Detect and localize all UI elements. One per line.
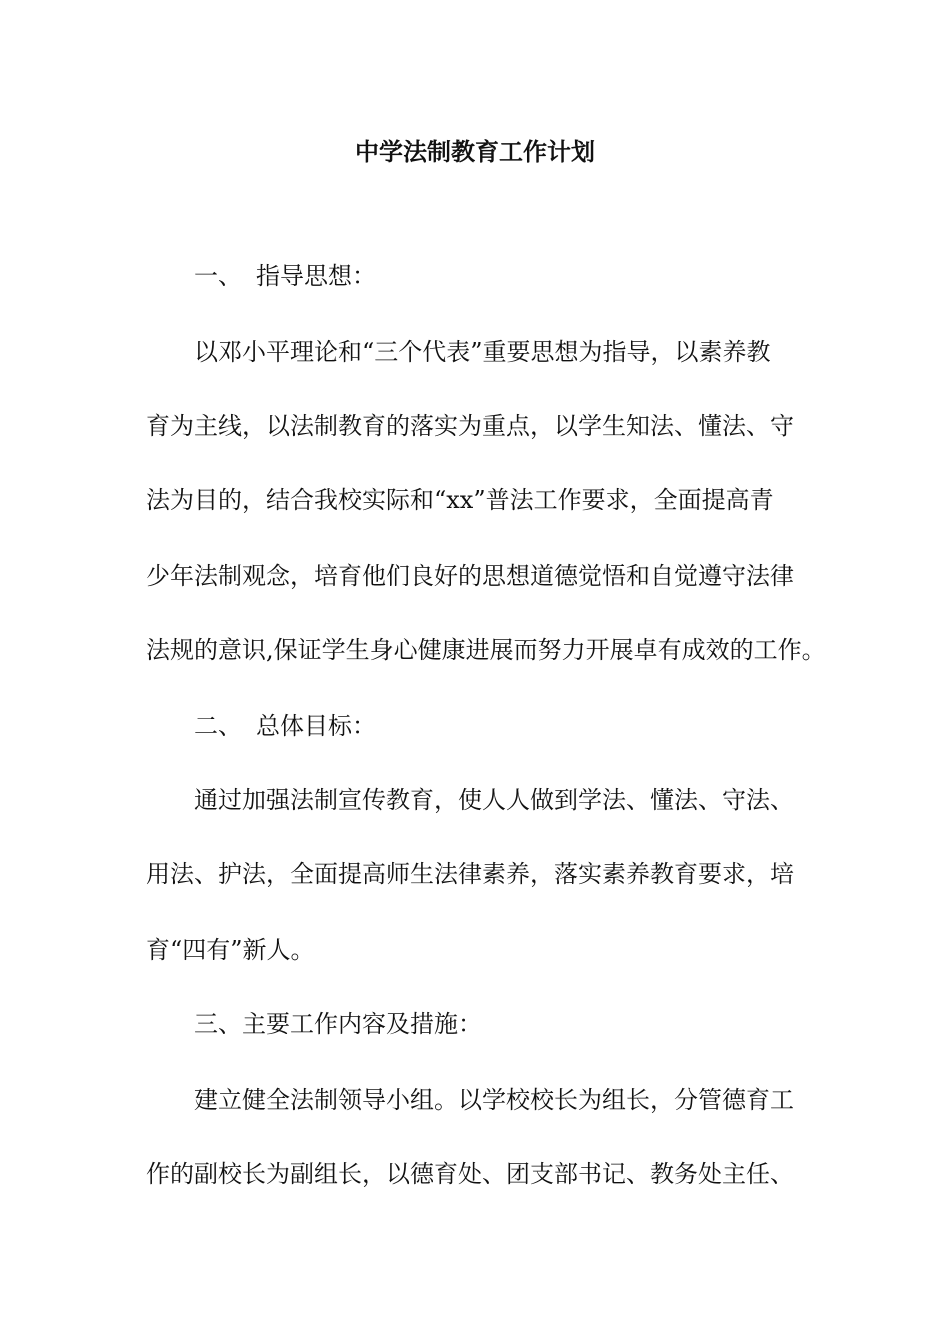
section-heading-overall-goals bbox=[194, 708, 874, 744]
paragraph-line: 育“四有”新人。 bbox=[146, 936, 315, 964]
section-heading-guiding-ideology bbox=[194, 258, 874, 294]
paragraph-line: 法为目的，结合我校实际和“xx”普法工作要求，全面提高青 bbox=[146, 486, 774, 514]
section-number: 一、 bbox=[194, 262, 242, 290]
paragraph-line: 少年法制观念，培育他们良好的思想道德觉悟和自觉遵守法律 bbox=[146, 562, 794, 590]
section-number: 二、 bbox=[194, 712, 242, 740]
document-title: 中学法制教育工作计划 bbox=[355, 137, 595, 166]
paragraph-line: 建立健全法制领导小组。以学校校长为组长，分管德育工 bbox=[194, 1086, 794, 1114]
paragraph-line: 用法、护法，全面提高师生法律素养，落实素养教育要求，培 bbox=[146, 860, 794, 888]
paragraph-line: 通过加强法制宣传教育，使人人做到学法、懂法、守法、 bbox=[194, 786, 794, 814]
section-title: 指导思想： bbox=[256, 262, 376, 290]
paragraph-line: 以邓小平理论和“三个代表”重要思想为指导，以素养教 bbox=[194, 338, 771, 366]
section-title: 总体目标： bbox=[256, 712, 376, 740]
paragraph-line: 法规的意识,保证学生身心健康进展而努力开展卓有成效的工作。 bbox=[146, 636, 826, 664]
section-heading-main-work: 三、主要工作内容及措施： bbox=[194, 1010, 482, 1038]
paragraph-line: 作的副校长为副组长，以德育处、团支部书记、教务处主任、 bbox=[146, 1160, 794, 1188]
paragraph-line: 育为主线，以法制教育的落实为重点，以学生知法、懂法、守 bbox=[146, 412, 794, 440]
